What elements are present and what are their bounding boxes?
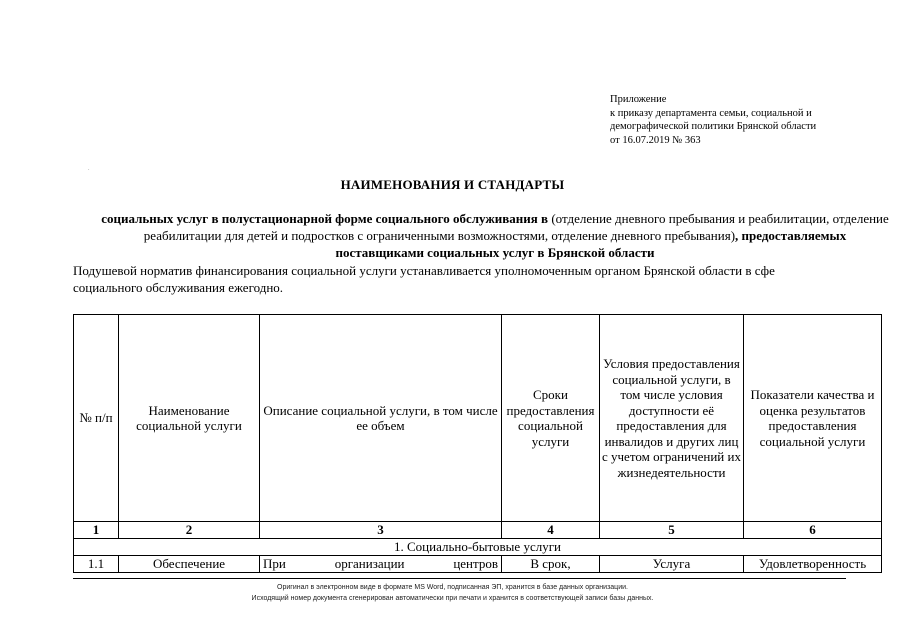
footer-line: Исходящий номер документа сгенерирован автоматически при печати и хранится в соответствующей записи базы данных.	[251, 595, 654, 602]
row-service-name: Обеспечение	[119, 556, 260, 573]
table-row	[74, 556, 882, 573]
column-number-row	[74, 522, 882, 539]
header-description: Описание социальной услуги, в том числе ее объем	[260, 315, 502, 522]
standards-table	[73, 314, 882, 573]
document-title: НАИМЕНОВАНИЯ И СТАНДАРТЫ	[340, 177, 565, 192]
header-terms: Сроки предоставления социальной услуги	[502, 315, 600, 522]
subtitle-bold-end: , предоставляемых поставщиками социальных услуг в Брянской области	[335, 228, 847, 260]
row-terms: В срок,	[502, 556, 600, 573]
row-number: 1.1	[74, 556, 119, 573]
appendix-block	[610, 93, 816, 147]
row-quality: Удовлетворенность	[744, 556, 882, 573]
column-number: 5	[600, 522, 744, 539]
document-subtitle	[100, 210, 890, 261]
table-header-row	[74, 315, 882, 522]
note-line: Подушевой норматив финансирования социальной услуги устанавливается уполномоченным органом Брянской области в сфе	[73, 263, 775, 278]
note-line: социального обслуживания ежегодно.	[73, 280, 284, 295]
row-conditions: Услуга	[600, 556, 744, 573]
header-service-name: Наименование социальной услуги	[119, 315, 260, 522]
column-number: 3	[260, 522, 502, 539]
row-description: При организации центров	[260, 556, 502, 573]
header-conditions: Условия предоставления социальной услуги, в том числе условия доступности её предоставления для инвалидов и других лиц с учетом ограничений их жизнедеятельности	[600, 315, 744, 522]
footer-divider	[73, 578, 846, 579]
header-quality: Показатели качества и оценка результатов предоставления социальной услуги	[744, 315, 882, 522]
column-number: 6	[744, 522, 882, 539]
appendix-line: демографической политики Брянской области	[610, 121, 817, 132]
page-footer	[0, 582, 905, 604]
header-number: № п/п	[74, 315, 119, 522]
column-number: 2	[119, 522, 260, 539]
subtitle-bold-start: социальных услуг в полустационарной форме социального обслуживания в	[101, 211, 549, 226]
footer-line: Оригинал в электронном виде в формате MS Word, подписанная ЭП, хранится в базе данных организации.	[277, 584, 628, 591]
section-row	[74, 539, 882, 556]
column-number: 4	[502, 522, 600, 539]
appendix-line: от 16.07.2019 № 363	[610, 134, 701, 146]
column-number: 1	[74, 522, 119, 539]
subtitle-departments: (отделение дневного пребывания и реабилитации, отделение реабилитации для детей и подростков с ограниченными возможностями, отделение дневного пребывания)	[143, 211, 889, 243]
appendix-line: Приложение	[610, 94, 667, 105]
appendix-line: к приказу департамента семьи, социальной и	[610, 107, 812, 119]
scan-dot: .	[88, 166, 90, 172]
section-title: 1. Социально-бытовые услуги	[74, 539, 882, 556]
financing-note	[73, 262, 893, 296]
